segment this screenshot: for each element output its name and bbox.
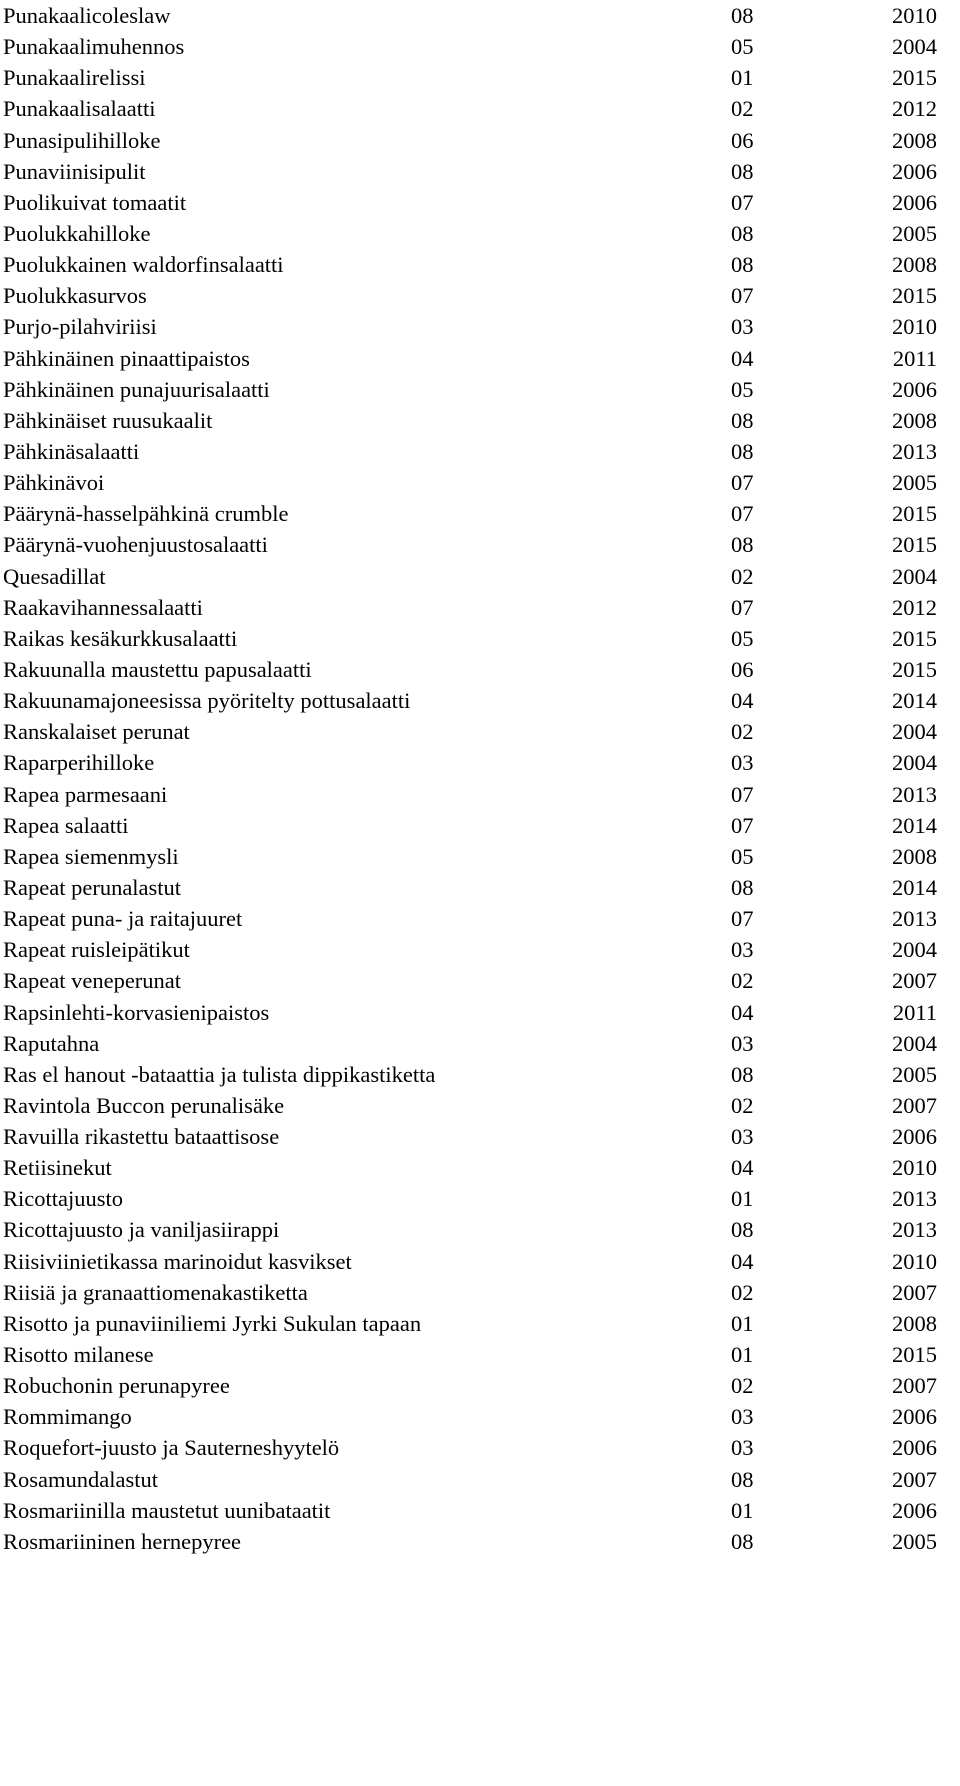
recipe-issue-number: 03 xyxy=(731,314,754,340)
recipe-year: 2015 xyxy=(892,65,937,91)
recipe-issue-number: 03 xyxy=(731,1404,754,1430)
recipe-issue-number: 07 xyxy=(731,283,754,309)
recipe-issue-number: 02 xyxy=(731,719,754,745)
list-item xyxy=(3,1121,960,1152)
list-item xyxy=(3,280,960,311)
recipe-year: 2005 xyxy=(892,220,937,246)
list-item xyxy=(3,747,960,778)
list-item xyxy=(3,498,960,529)
recipe-name: Rosamundalastut xyxy=(3,1466,158,1492)
recipe-name: Päärynä-hasselpähkinä crumble xyxy=(3,501,289,527)
recipe-issue-number: 03 xyxy=(731,937,754,963)
recipe-year: 2007 xyxy=(892,1466,937,1492)
recipe-name: Puolukkainen waldorfinsalaatti xyxy=(3,252,284,278)
recipe-issue-number: 08 xyxy=(731,220,754,246)
recipe-name: Puolikuivat tomaatit xyxy=(3,189,187,215)
recipe-issue-number: 04 xyxy=(731,688,754,714)
recipe-year: 2007 xyxy=(892,1279,937,1305)
recipe-name: Ricottajuusto ja vaniljasiirappi xyxy=(3,1217,280,1243)
recipe-year: 2004 xyxy=(892,750,937,776)
recipe-issue-number: 05 xyxy=(731,625,754,651)
recipe-name: Risotto ja punaviiniliemi Jyrki Sukulan tapaan xyxy=(3,1310,422,1336)
recipe-issue-number: 08 xyxy=(731,532,754,558)
recipe-name: Pähkinävoi xyxy=(3,470,105,496)
recipe-name: Pähkinäsalaatti xyxy=(3,438,140,464)
recipe-issue-number: 08 xyxy=(731,252,754,278)
recipe-issue-number: 08 xyxy=(731,1466,754,1492)
recipe-name: Purjo-pilahviriisi xyxy=(3,314,157,340)
recipe-year: 2006 xyxy=(892,376,937,402)
recipe-issue-number: 04 xyxy=(731,345,754,371)
list-item xyxy=(3,343,960,374)
list-item xyxy=(3,0,960,31)
list-item xyxy=(3,685,960,716)
recipe-name: Rapeat perunalastut xyxy=(3,874,182,900)
recipe-year: 2004 xyxy=(892,719,937,745)
recipe-issue-number: 08 xyxy=(731,874,754,900)
recipe-name: Puolukkahilloke xyxy=(3,220,151,246)
list-item xyxy=(3,1526,960,1557)
recipe-name: Rosmariinilla maustetut uunibataatit xyxy=(3,1497,331,1523)
recipe-issue-number: 03 xyxy=(731,1435,754,1461)
recipe-issue-number: 01 xyxy=(731,1342,754,1368)
recipe-name: Rakuunalla maustettu papusalaatti xyxy=(3,656,312,682)
recipe-year: 2015 xyxy=(892,283,937,309)
list-item xyxy=(3,31,960,62)
recipe-issue-number: 05 xyxy=(731,34,754,60)
recipe-issue-number: 08 xyxy=(731,1528,754,1554)
recipe-issue-number: 04 xyxy=(731,1155,754,1181)
recipe-name: Ricottajuusto xyxy=(3,1186,123,1212)
recipe-issue-number: 08 xyxy=(731,158,754,184)
list-item xyxy=(3,1401,960,1432)
recipe-issue-number: 05 xyxy=(731,376,754,402)
recipe-name: Rommimango xyxy=(3,1404,132,1430)
list-item xyxy=(3,592,960,623)
recipe-name: Rosmariininen hernepyree xyxy=(3,1528,242,1554)
list-item xyxy=(3,1059,960,1090)
list-item xyxy=(3,93,960,124)
recipe-list xyxy=(3,0,960,1557)
recipe-year: 2015 xyxy=(892,625,937,651)
list-item xyxy=(3,374,960,405)
recipe-issue-number: 08 xyxy=(731,3,754,28)
recipe-issue-number: 01 xyxy=(731,1186,754,1212)
recipe-name: Raikas kesäkurkkusalaatti xyxy=(3,625,238,651)
list-item xyxy=(3,1370,960,1401)
list-item xyxy=(3,1308,960,1339)
recipe-year: 2013 xyxy=(892,781,937,807)
recipe-name: Roquefort-juusto ja Sauterneshyytelö xyxy=(3,1435,340,1461)
list-item xyxy=(3,623,960,654)
list-item xyxy=(3,965,960,996)
recipe-issue-number: 07 xyxy=(731,906,754,932)
recipe-year: 2014 xyxy=(892,874,937,900)
recipe-year: 2006 xyxy=(892,189,937,215)
recipe-year: 2015 xyxy=(892,656,937,682)
recipe-name: Puolukkasurvos xyxy=(3,283,147,309)
recipe-name: Ravuilla rikastettu bataattisose xyxy=(3,1124,280,1150)
list-item xyxy=(3,1339,960,1370)
recipe-issue-number: 07 xyxy=(731,781,754,807)
recipe-year: 2004 xyxy=(892,34,937,60)
recipe-name: Robuchonin perunapyree xyxy=(3,1373,230,1399)
list-item xyxy=(3,218,960,249)
recipe-name: Risotto milanese xyxy=(3,1342,154,1368)
recipe-year: 2007 xyxy=(892,1092,937,1118)
recipe-year: 2013 xyxy=(892,1186,937,1212)
recipe-issue-number: 08 xyxy=(731,1061,754,1087)
recipe-issue-number: 04 xyxy=(731,1248,754,1274)
list-item xyxy=(3,1183,960,1214)
recipe-issue-number: 04 xyxy=(731,999,754,1025)
recipe-name: Riisiä ja granaattiomenakastiketta xyxy=(3,1279,308,1305)
recipe-issue-number: 02 xyxy=(731,1279,754,1305)
recipe-name: Pähkinäinen punajuurisalaatti xyxy=(3,376,270,402)
list-item xyxy=(3,1495,960,1526)
recipe-name: Rapeat puna- ja raitajuuret xyxy=(3,906,243,932)
list-item xyxy=(3,903,960,934)
list-item xyxy=(3,1214,960,1245)
recipe-name: Rapea siemenmysli xyxy=(3,843,179,869)
recipe-issue-number: 07 xyxy=(731,501,754,527)
recipe-year: 2006 xyxy=(892,1404,937,1430)
list-item xyxy=(3,934,960,965)
recipe-year: 2006 xyxy=(892,1497,937,1523)
recipe-issue-number: 07 xyxy=(731,189,754,215)
recipe-name: Raparperihilloke xyxy=(3,750,155,776)
list-item xyxy=(3,716,960,747)
list-item xyxy=(3,156,960,187)
recipe-name: Ravintola Buccon perunalisäke xyxy=(3,1092,285,1118)
list-item xyxy=(3,436,960,467)
recipe-name: Rakuunamajoneesissa pyöritelty pottusalaatti xyxy=(3,688,411,714)
recipe-issue-number: 08 xyxy=(731,407,754,433)
recipe-issue-number: 07 xyxy=(731,470,754,496)
recipe-name: Päärynä-vuohenjuustosalaatti xyxy=(3,532,268,558)
recipe-issue-number: 05 xyxy=(731,843,754,869)
recipe-year: 2013 xyxy=(892,906,937,932)
recipe-year: 2011 xyxy=(892,345,937,371)
recipe-name: Rapeat ruisleipätikut xyxy=(3,937,190,963)
recipe-year: 2008 xyxy=(892,1310,937,1336)
list-item xyxy=(3,1152,960,1183)
recipe-year: 2004 xyxy=(892,937,937,963)
recipe-name: Rapea salaatti xyxy=(3,812,129,838)
recipe-name: Retiisinekut xyxy=(3,1155,112,1181)
recipe-issue-number: 02 xyxy=(731,1373,754,1399)
recipe-name: Rapeat veneperunat xyxy=(3,968,182,994)
list-item xyxy=(3,405,960,436)
list-item xyxy=(3,841,960,872)
recipe-name: Punakaalirelissi xyxy=(3,65,146,91)
recipe-name: Rapea parmesaani xyxy=(3,781,168,807)
recipe-name: Punakaalimuhennos xyxy=(3,34,185,60)
list-item xyxy=(3,62,960,93)
list-item xyxy=(3,529,960,560)
list-item xyxy=(3,187,960,218)
list-item xyxy=(3,311,960,342)
list-item xyxy=(3,779,960,810)
recipe-year: 2015 xyxy=(892,1342,937,1368)
recipe-year: 2014 xyxy=(892,812,937,838)
list-item xyxy=(3,125,960,156)
recipe-year: 2007 xyxy=(892,968,937,994)
recipe-issue-number: 01 xyxy=(731,1497,754,1523)
list-item xyxy=(3,1432,960,1463)
list-item xyxy=(3,1464,960,1495)
list-item xyxy=(3,1277,960,1308)
recipe-year: 2005 xyxy=(892,1061,937,1087)
recipe-year: 2006 xyxy=(892,1435,937,1461)
recipe-issue-number: 08 xyxy=(731,1217,754,1243)
recipe-year: 2008 xyxy=(892,127,937,153)
recipe-year: 2013 xyxy=(892,1217,937,1243)
recipe-year: 2010 xyxy=(892,3,937,28)
recipe-year: 2011 xyxy=(892,999,937,1025)
recipe-year: 2012 xyxy=(892,96,937,122)
recipe-year: 2014 xyxy=(892,688,937,714)
recipe-name: Punaviinisipulit xyxy=(3,158,146,184)
recipe-issue-number: 03 xyxy=(731,1030,754,1056)
list-item xyxy=(3,654,960,685)
recipe-year: 2007 xyxy=(892,1373,937,1399)
recipe-year: 2010 xyxy=(892,314,937,340)
recipe-year: 2008 xyxy=(892,407,937,433)
recipe-issue-number: 02 xyxy=(731,1092,754,1118)
recipe-issue-number: 02 xyxy=(731,968,754,994)
recipe-issue-number: 02 xyxy=(731,563,754,589)
recipe-year: 2005 xyxy=(892,1528,937,1554)
recipe-year: 2015 xyxy=(892,532,937,558)
recipe-issue-number: 07 xyxy=(731,594,754,620)
list-item xyxy=(3,249,960,280)
list-item xyxy=(3,810,960,841)
list-item xyxy=(3,561,960,592)
recipe-year: 2015 xyxy=(892,501,937,527)
recipe-issue-number: 06 xyxy=(731,127,754,153)
recipe-year: 2004 xyxy=(892,563,937,589)
recipe-issue-number: 02 xyxy=(731,96,754,122)
list-item xyxy=(3,997,960,1028)
recipe-name: Raakavihannessalaatti xyxy=(3,594,203,620)
recipe-year: 2010 xyxy=(892,1155,937,1181)
recipe-issue-number: 07 xyxy=(731,812,754,838)
recipe-name: Punakaalisalaatti xyxy=(3,96,156,122)
recipe-year: 2006 xyxy=(892,1124,937,1150)
recipe-year: 2010 xyxy=(892,1248,937,1274)
recipe-year: 2006 xyxy=(892,158,937,184)
list-item xyxy=(3,1246,960,1277)
recipe-name: Raputahna xyxy=(3,1030,100,1056)
recipe-name: Punakaalicoleslaw xyxy=(3,3,171,28)
list-item xyxy=(3,467,960,498)
recipe-year: 2005 xyxy=(892,470,937,496)
list-item xyxy=(3,1090,960,1121)
recipe-name: Quesadillat xyxy=(3,563,106,589)
recipe-issue-number: 08 xyxy=(731,438,754,464)
recipe-name: Riisiviinietikassa marinoidut kasvikset xyxy=(3,1248,352,1274)
recipe-name: Ranskalaiset perunat xyxy=(3,719,190,745)
list-item xyxy=(3,1028,960,1059)
recipe-year: 2008 xyxy=(892,843,937,869)
recipe-name: Ras el hanout -bataattia ja tulista dippikastiketta xyxy=(3,1061,436,1087)
recipe-issue-number: 03 xyxy=(731,750,754,776)
recipe-issue-number: 06 xyxy=(731,656,754,682)
recipe-year: 2013 xyxy=(892,438,937,464)
recipe-year: 2004 xyxy=(892,1030,937,1056)
recipe-year: 2012 xyxy=(892,594,937,620)
recipe-name: Pähkinäiset ruusukaalit xyxy=(3,407,213,433)
recipe-name: Punasipulihilloke xyxy=(3,127,161,153)
recipe-issue-number: 01 xyxy=(731,65,754,91)
recipe-name: Pähkinäinen pinaattipaistos xyxy=(3,345,250,371)
recipe-issue-number: 03 xyxy=(731,1124,754,1150)
recipe-name: Rapsinlehti-korvasienipaistos xyxy=(3,999,270,1025)
recipe-year: 2008 xyxy=(892,252,937,278)
recipe-issue-number: 01 xyxy=(731,1310,754,1336)
list-item xyxy=(3,872,960,903)
